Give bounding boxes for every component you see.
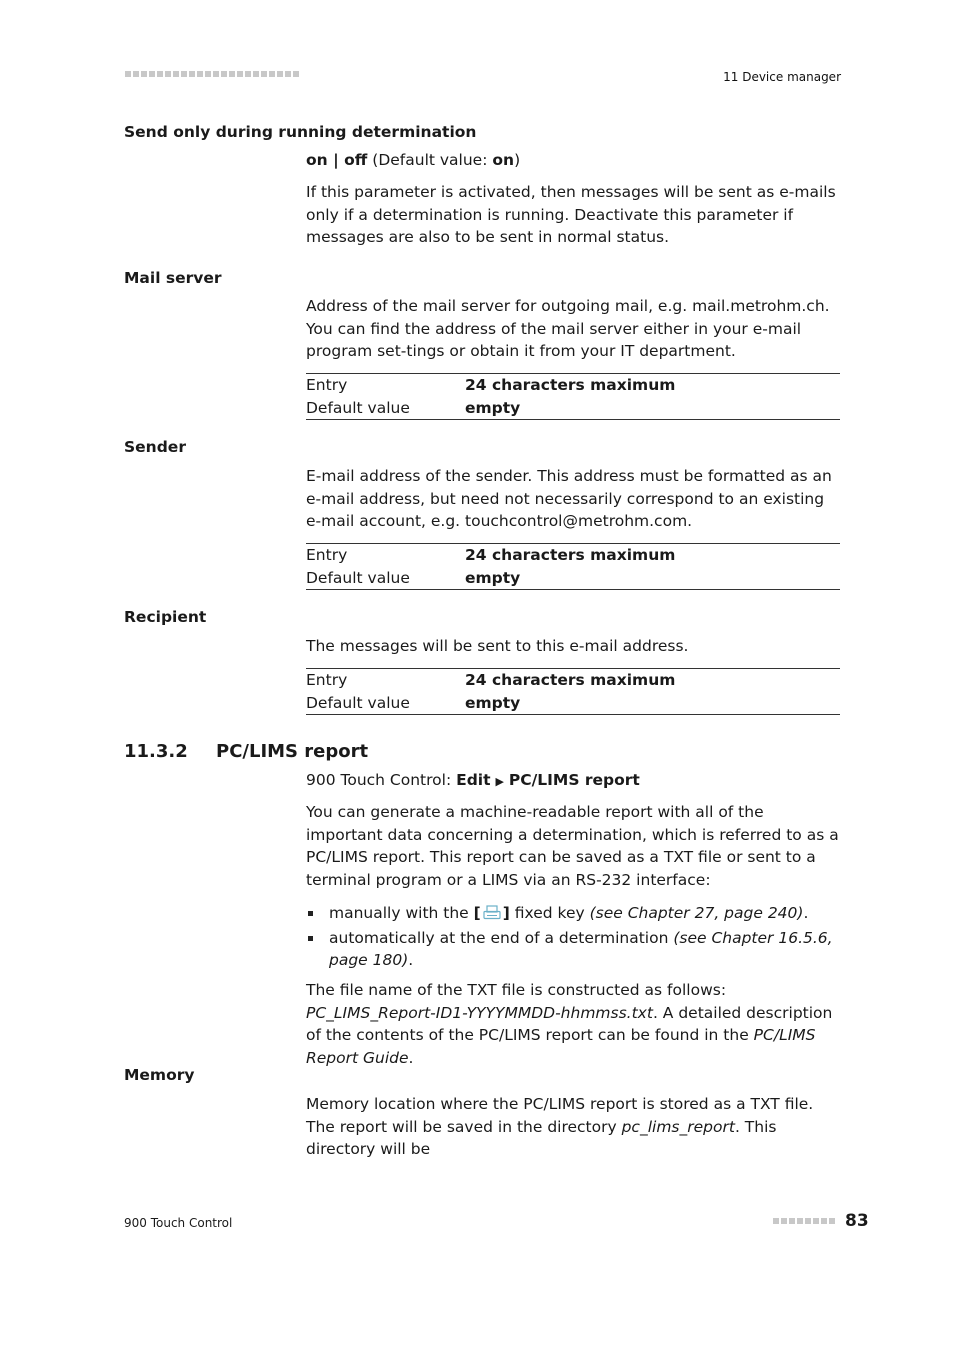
section-title: PC/LIMS report	[216, 741, 369, 762]
table-value: 24 characters maximum	[465, 376, 676, 394]
param-description: E-mail address of the sender. This address must be formatted as an e-mail address, but need not necessarily correspond to an existing e-mail account, e.g. touchcontrol@metrohm.com.	[306, 467, 832, 531]
param-heading-send-only: Send only during running determination	[124, 123, 477, 141]
list-item: manually with the [ ] fixed key (see Chapter 27, page 240).	[306, 902, 840, 927]
table-value: 24 characters maximum	[465, 671, 676, 689]
table-row	[306, 669, 840, 692]
param-heading-recipient: Recipient	[124, 608, 207, 626]
param-table-recipient	[306, 668, 840, 715]
bullet-list	[306, 902, 840, 972]
param-table-mail-server	[306, 373, 840, 420]
param-options: on | off (Default value: on)	[306, 151, 521, 169]
param-description: The messages will be sent to this e-mail address.	[306, 637, 689, 655]
cross-reference-link[interactable]: (see Chapter 16.5.6, page 180)	[329, 928, 833, 970]
running-header-chapter: 11 Device manager	[723, 70, 841, 84]
table-key: Entry	[306, 671, 348, 689]
table-row	[306, 567, 840, 590]
param-heading-memory: Memory	[124, 1066, 195, 1084]
header-decoration	[125, 71, 301, 77]
menu-arrow-icon: ▶	[495, 775, 504, 788]
menu-path: 900 Touch Control: Edit ▶ PC/LIMS report	[306, 771, 640, 789]
param-description: Memory location where the PC/LIMS report is stored as a TXT file. The report will be saved in the directory pc_lims_report. This directory will be	[306, 1095, 814, 1159]
table-row	[306, 374, 840, 397]
page-number: 83	[845, 1211, 869, 1231]
table-value: 24 characters maximum	[465, 546, 676, 564]
table-key: Entry	[306, 376, 348, 394]
table-value: empty	[465, 398, 521, 417]
printer-icon	[483, 904, 501, 927]
footer-title: 900 Touch Control	[124, 1216, 233, 1230]
table-value: empty	[465, 568, 521, 587]
footer-decoration	[773, 1218, 837, 1224]
table-key: Entry	[306, 546, 348, 564]
param-heading-mail-server: Mail server	[124, 269, 222, 287]
cross-reference-link[interactable]: (see Chapter 27, page 240)	[589, 904, 804, 922]
table-row	[306, 544, 840, 567]
table-value: empty	[465, 693, 521, 712]
table-key: Default value	[306, 693, 410, 712]
param-heading-sender: Sender	[124, 438, 186, 456]
param-description: Address of the mail server for outgoing mail, e.g. mail.metrohm.ch. You can find the address of the mail server either in your e-mail program set-tings or obtain it from your IT department.	[306, 297, 830, 361]
section-number: 11.3.2	[124, 741, 188, 762]
intro-paragraph: You can generate a machine-readable report with all of the important data concerning a determination, which is referred to as a PC/LIMS report. This report can be saved as a TXT file or sent to a terminal program or a LIMS via an RS-232 interface:	[306, 803, 839, 889]
list-item: automatically at the end of a determination (see Chapter 16.5.6, page 180).	[306, 927, 840, 972]
param-description: If this parameter is activated, then messages will be sent as e-mails only if a determination is running. Deactivate this parameter if messages are also to be sent in normal status.	[306, 183, 836, 247]
table-row	[306, 397, 840, 420]
table-row	[306, 692, 840, 715]
filename-paragraph: The file name of the TXT file is constructed as follows: PC_LIMS_Report-ID1-YYYYMMDD-hhmmss.txt. A detailed description of the contents of the PC/LIMS report can be found in the PC/LIMS Report Guide.	[306, 981, 833, 1067]
table-key: Default value	[306, 568, 410, 587]
param-table-sender	[306, 543, 840, 590]
table-key: Default value	[306, 398, 410, 417]
